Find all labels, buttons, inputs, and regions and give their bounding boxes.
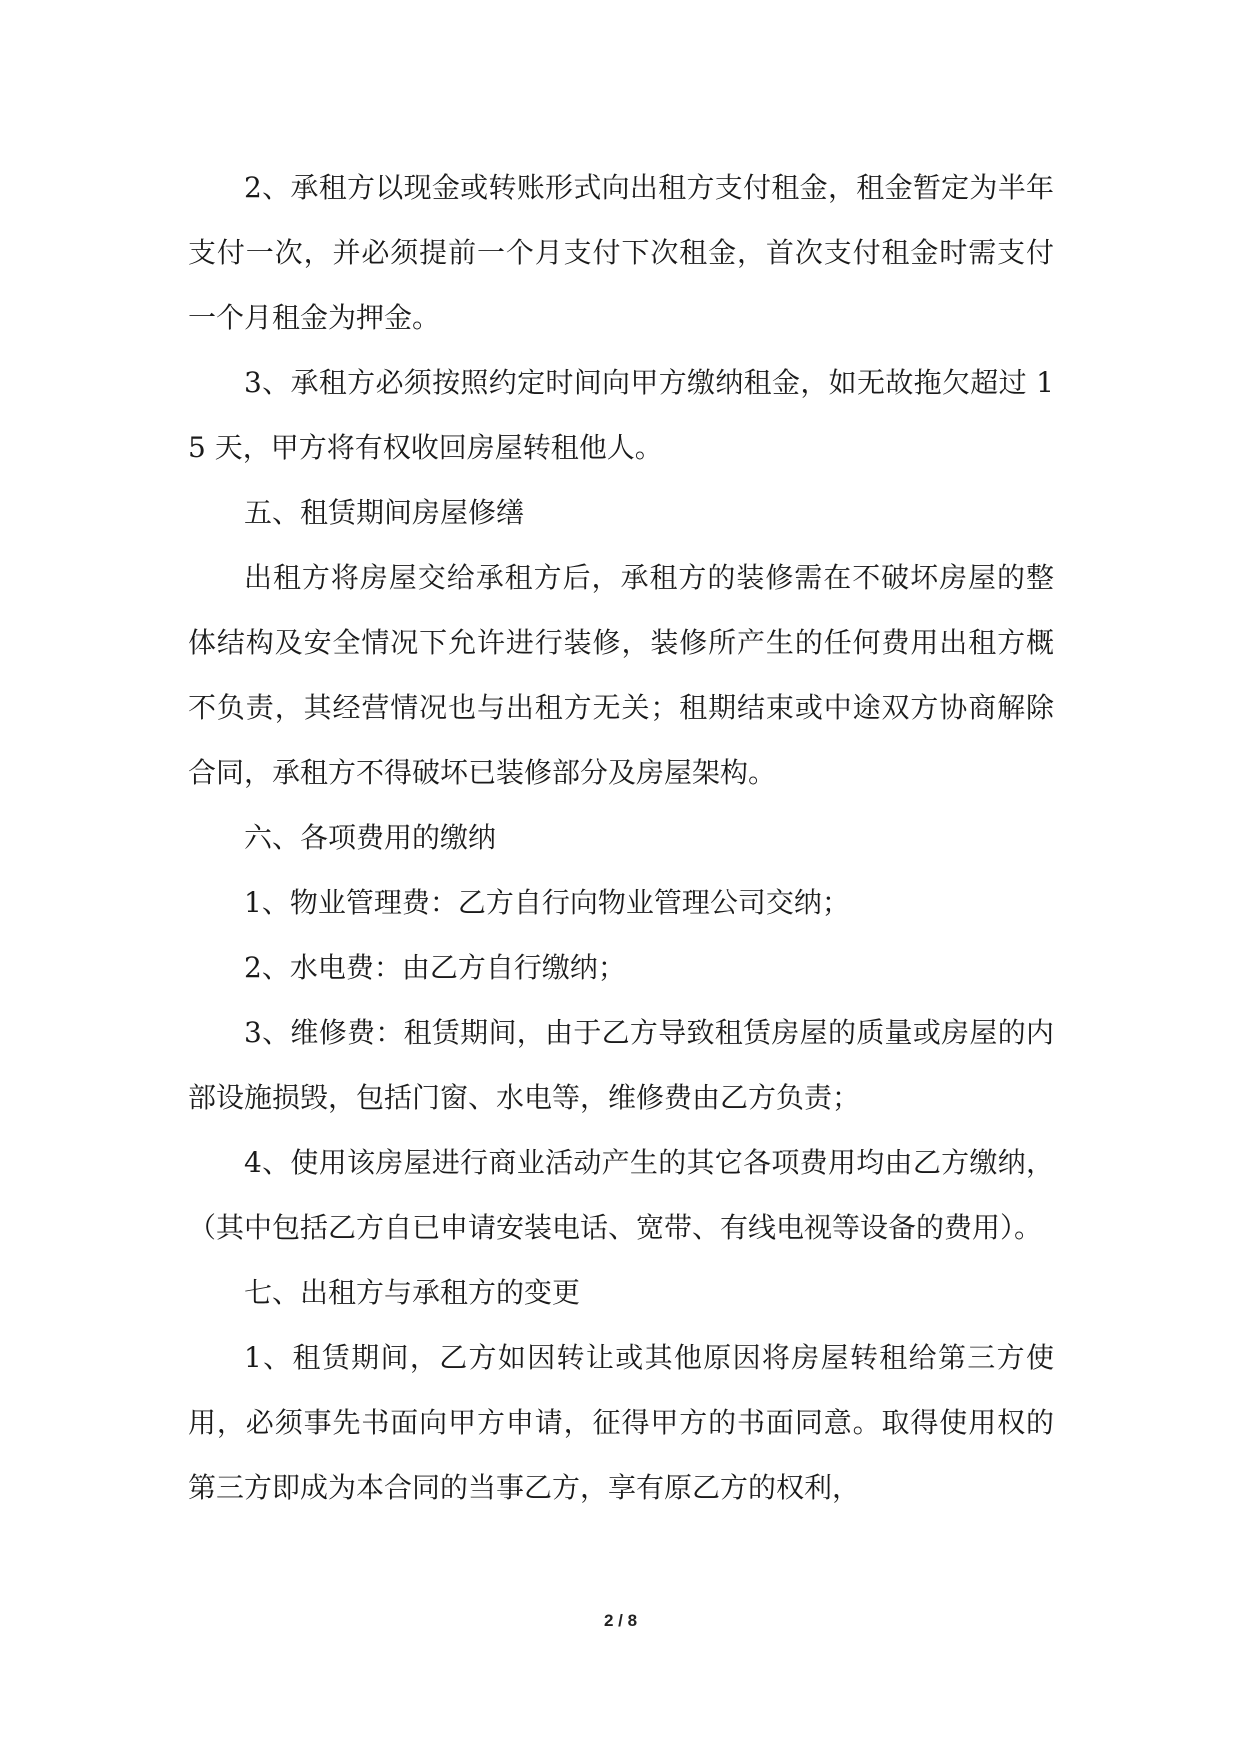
paragraph-rent-payment: 2、承租方以现金或转账形式向出租方支付租金，租金暂定为半年支付一次，并必须提前一个月支付下次租金，首次支付租金时需支付一个月租金为押金。 (188, 171, 1054, 334)
paragraph-property-fee: 1、物业管理费：乙方自行向物业管理公司交纳； (244, 886, 850, 919)
paragraph-utilities-fee: 2、水电费：由乙方自行缴纳； (244, 951, 626, 984)
section-heading-fees: 六、各项费用的缴纳 (244, 821, 497, 854)
document-body (188, 155, 1054, 1520)
paragraph-sublease: 1、租赁期间，乙方如因转让或其他原因将房屋转租给第三方使用，必须事先书面向甲方申请，征得甲方的书面同意。取得使用权的第三方即成为本合同的当事乙方，享有原乙方的权利， (188, 1341, 1054, 1504)
paragraph-maintenance-fee: 3、维修费：租赁期间，由于乙方导致租赁房屋的质量或房屋的内部设施损毁，包括门窗、水电等，维修费由乙方负责； (188, 1016, 1054, 1114)
section-heading-party-change: 七、出租方与承租方的变更 (244, 1276, 581, 1309)
paragraph-other-fees: 4、使用该房屋进行商业活动产生的其它各项费用均由乙方缴纳，（其中包括乙方自已申请安装电话、宽带、有线电视等设备的费用）。 (188, 1146, 1054, 1244)
section-heading-repairs: 五、租赁期间房屋修缮 (244, 496, 525, 529)
page-number: 2 / 8 (603, 1611, 638, 1630)
paragraph-renovation: 出租方将房屋交给承租方后，承租方的装修需在不破坏房屋的整体结构及安全情况下允许进行装修，装修所产生的任何费用出租方概不负责，其经营情况也与出租方无关；租期结束或中途双方协商解除合同，承租方不得破坏已装修部分及房屋架构。 (188, 561, 1054, 789)
paragraph-rent-deadline: 3、承租方必须按照约定时间向甲方缴纳租金，如无故拖欠超过 15 天，甲方将有权收回房屋转租他人。 (188, 366, 1054, 464)
